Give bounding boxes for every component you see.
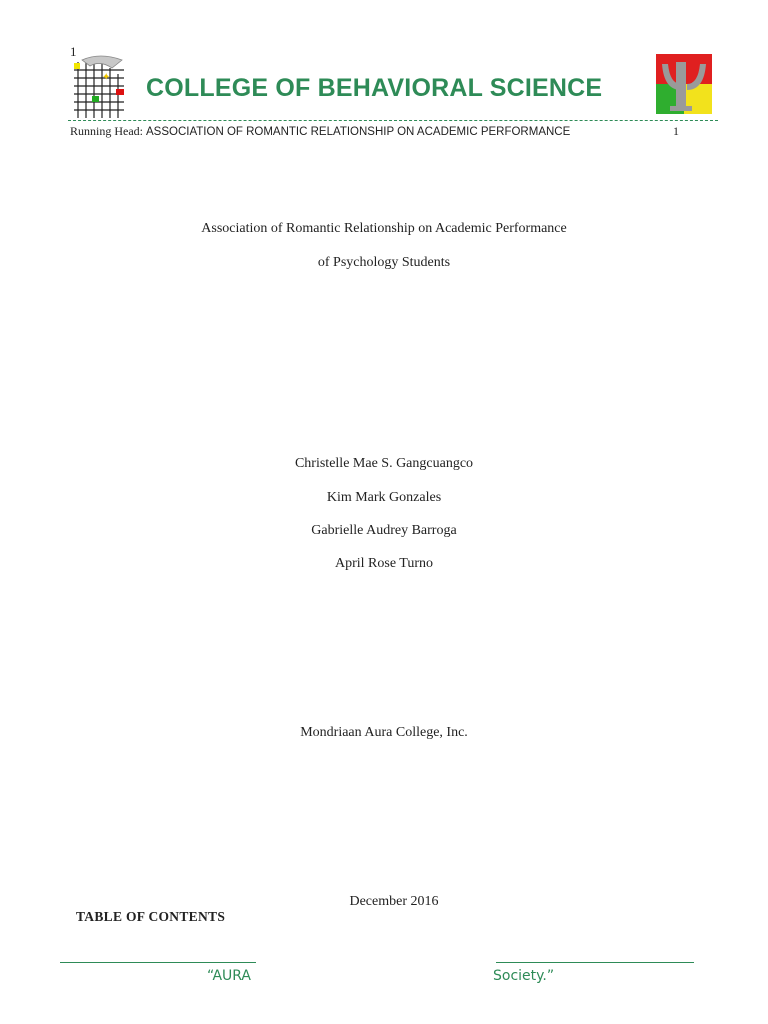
running-head [70, 124, 570, 139]
author-name: Kim Mark Gonzales [326, 490, 442, 505]
author-name: April Rose Turno [334, 556, 434, 571]
footer-motto-end: Society.” [493, 968, 555, 984]
svg-text:✦: ✦ [102, 72, 111, 83]
running-head-label: Running Head: [70, 124, 143, 138]
footer-motto-start: “AURA [207, 968, 252, 984]
author-name: Gabrielle Audrey Barroga [311, 523, 457, 538]
author-name: Christelle Mae S. Gangcuangco [294, 456, 474, 471]
paper-title-line-1: Association of Romantic Relationship on Academic Performance [201, 221, 567, 236]
running-head-title: ASSOCIATION OF ROMANTIC RELATIONSHIP ON ACADEMIC PERFORMANCE [146, 126, 571, 138]
submission-date: December 2016 [349, 894, 439, 909]
footer-divider-right [496, 962, 694, 963]
grid-logo-icon [72, 54, 128, 120]
footer-divider-left [60, 962, 256, 963]
page-number: 1 [673, 124, 679, 138]
college-title: COLLEGE OF BEHAVIORAL SCIENCE [146, 74, 603, 102]
psi-logo-icon [654, 52, 714, 116]
toc-heading: TABLE OF CONTENTS [76, 909, 226, 924]
paper-title-line-2: of Psychology Students [317, 255, 451, 270]
institution-name: Mondriaan Aura College, Inc. [300, 725, 468, 740]
corner-page-number: 1 [70, 44, 77, 59]
header-divider [68, 120, 718, 121]
